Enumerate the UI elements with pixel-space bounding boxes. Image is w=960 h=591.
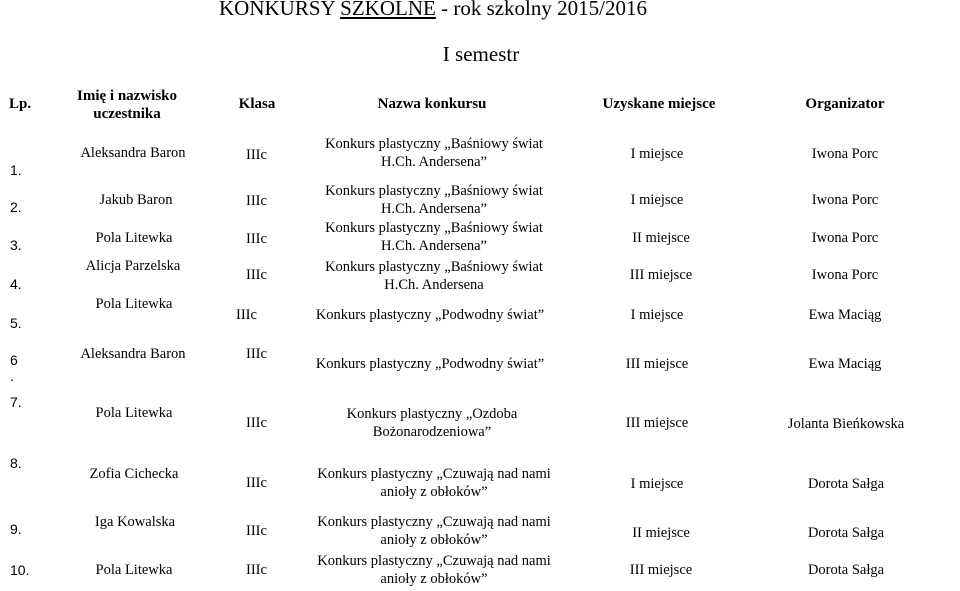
header-contest: Nazwa konkursu (377, 96, 487, 112)
row-7-name: Pola Litewka (95, 405, 173, 421)
row-5-lp: 5. (10, 315, 22, 331)
header-organizer: Organizator (805, 96, 885, 112)
row-5-class: IIIc (236, 307, 257, 323)
row-4-organizer: Iwona Porc (811, 267, 879, 283)
row-7-contest: Konkurs plastyczny „Ozdoba Bożonarodzeniowa” (346, 406, 518, 440)
row-3-name: Pola Litewka (95, 230, 173, 246)
row-7-organizer: Jolanta Bieńkowska (787, 416, 905, 432)
row-8-lp: 8. (10, 455, 22, 471)
row-8-class: IIIc (246, 475, 267, 491)
row-10-class: IIIc (246, 562, 267, 578)
row-10-organizer: Dorota Sałga (807, 562, 885, 578)
row-3-contest: Konkurs plastyczny „Baśniowy świat H.Ch. Andersena” (325, 220, 543, 254)
row-8-name: Zofia Cichecka (89, 466, 179, 482)
row-6-organizer: Ewa Maciąg (808, 356, 882, 372)
row-2-contest: Konkurs plastyczny „Baśniowy świat H.Ch. Andersena” (325, 183, 543, 217)
page-subtitle: I semestr (442, 42, 520, 66)
row-9-organizer: Dorota Sałga (807, 525, 885, 541)
row-4-place: III miejsce (629, 267, 693, 283)
row-2-name: Jakub Baron (99, 192, 173, 208)
row-5-place: I miejsce (630, 307, 684, 323)
row-1-contest: Konkurs plastyczny „Baśniowy świat H.Ch. Andersena” (325, 136, 543, 170)
row-9-lp: 9. (10, 521, 22, 537)
row-6-name: Aleksandra Baron (80, 346, 186, 362)
row-5-organizer: Ewa Maciąg (808, 307, 882, 323)
row-6-class: IIIc (246, 346, 267, 362)
row-2-lp: 2. (10, 199, 22, 215)
row-7-place: III miejsce (625, 415, 689, 431)
row-1-place: I miejsce (630, 146, 684, 162)
row-10-place: III miejsce (629, 562, 693, 578)
row-4-class: IIIc (246, 267, 267, 283)
row-6-contest: Konkurs plastyczny „Podwodny świat” (315, 356, 545, 372)
row-6-lp: 6 . (10, 352, 18, 384)
row-8-place: I miejsce (630, 476, 684, 492)
header-place: Uzyskane miejsce (602, 96, 716, 112)
row-5-name: Pola Litewka (95, 296, 173, 312)
row-2-class: IIIc (246, 193, 267, 209)
row-9-class: IIIc (246, 523, 267, 539)
row-3-class: IIIc (246, 231, 267, 247)
title-underlined: SZKOLNE (340, 0, 436, 20)
row-4-contest: Konkurs plastyczny „Baśniowy świat H.Ch. Andersena (325, 259, 543, 293)
row-5-contest: Konkurs plastyczny „Podwodny świat” (315, 307, 545, 323)
row-1-class: IIIc (246, 147, 267, 163)
row-2-place: I miejsce (630, 192, 684, 208)
row-3-lp: 3. (10, 237, 22, 253)
row-1-lp: 1. (10, 162, 22, 178)
header-lp: Lp. (9, 96, 32, 112)
row-4-name: Alicja Parzelska (85, 258, 181, 274)
row-2-organizer: Iwona Porc (811, 192, 879, 208)
row-1-name: Aleksandra Baron (80, 145, 186, 161)
row-9-name: Iga Kowalska (94, 514, 176, 530)
row-8-contest: Konkurs plastyczny „Czuwają nad nami anioły z obłoków” (317, 466, 551, 500)
row-9-contest: Konkurs plastyczny „Czuwają nad nami anioły z obłoków” (317, 514, 551, 548)
row-9-place: II miejsce (632, 525, 690, 541)
row-10-lp: 10. (10, 562, 30, 578)
row-3-organizer: Iwona Porc (811, 230, 879, 246)
title-prefix: KONKURSY (219, 0, 341, 20)
row-10-contest: Konkurs plastyczny „Czuwają nad nami anioły z obłoków” (317, 553, 551, 587)
header-class: Klasa (238, 96, 276, 112)
title-suffix: - rok szkolny 2015/2016 (435, 0, 647, 20)
page-title (219, 0, 647, 21)
row-6-place: III miejsce (625, 356, 689, 372)
row-7-class: IIIc (246, 415, 267, 431)
row-1-organizer: Iwona Porc (811, 146, 879, 162)
row-8-organizer: Dorota Sałga (807, 476, 885, 492)
row-7-lp: 7. (10, 394, 22, 410)
header-name: Imię i nazwisko uczestnika (76, 88, 178, 122)
row-10-name: Pola Litewka (95, 562, 173, 578)
row-4-lp: 4. (10, 276, 22, 292)
row-3-place: II miejsce (632, 230, 690, 246)
